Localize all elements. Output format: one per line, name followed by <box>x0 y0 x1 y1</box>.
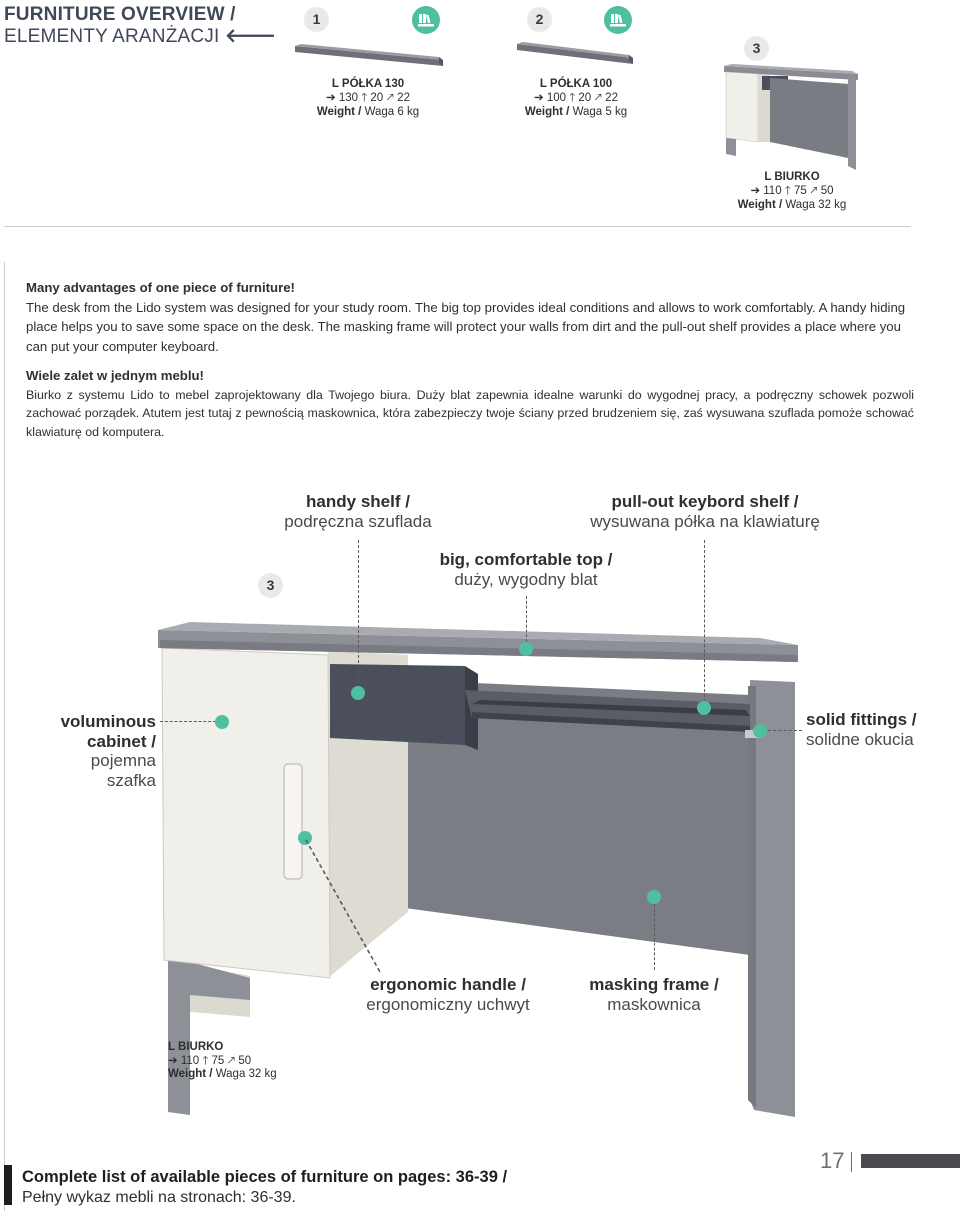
leader-line <box>160 721 216 722</box>
diagram-number-badge: 3 <box>258 573 283 598</box>
callout-masking-frame-en: masking frame / <box>589 975 719 994</box>
product-info <box>722 170 862 212</box>
weight-label: Weight / <box>316 106 362 118</box>
callout-cabinet-pl-line2: szafka <box>106 770 156 790</box>
weight-label: Weight / <box>524 106 570 118</box>
callout-fittings <box>806 710 946 749</box>
page-subtitle <box>4 24 276 48</box>
description-pl <box>26 367 914 441</box>
product-dimensions: ➔ 100 🡑 20 🡕 22 <box>534 92 618 104</box>
product-dimensions: ➔ 130 🡑 20 🡕 22 <box>326 92 410 104</box>
callout-handle-pl: ergonomiczny uchwyt <box>366 994 530 1014</box>
footer-accent-bar <box>4 1165 12 1205</box>
callout-handy-shelf-en: handy shelf / <box>306 492 410 511</box>
callout-big-top-en: big, comfortable top / <box>439 550 613 569</box>
product-name: L PÓŁKA 130 <box>331 78 405 90</box>
left-margin-rule <box>4 262 5 1211</box>
callout-fittings-pl: solidne okucia <box>806 729 914 749</box>
product-dimensions: ➔ 110 🡑 75 🡕 50 <box>750 185 834 197</box>
callout-cabinet-pl-line1: pojemna <box>90 751 156 770</box>
callout-big-top <box>426 550 626 589</box>
product-weight <box>298 105 438 119</box>
callout-handy-shelf-pl: podręczna szuflada <box>284 511 432 531</box>
weight-value: Waga 32 kg <box>785 199 847 211</box>
marker-dot[interactable] <box>697 701 711 715</box>
leader-line <box>358 540 359 688</box>
weight-value: Waga 32 kg <box>215 1068 277 1080</box>
footer-list-en: Complete list of available pieces of furniture on pages: 36-39 / <box>22 1168 508 1186</box>
product-info <box>506 77 646 119</box>
callout-masking-frame-pl: maskownica <box>607 994 701 1014</box>
callout-cabinet-en-line1: voluminous <box>60 712 156 731</box>
product-name: L PÓŁKA 100 <box>539 78 613 90</box>
marker-dot[interactable] <box>519 642 533 656</box>
description-body-en: The desk from the Lido system was designed for your study room. The big top provides ideal conditions and allows to work comfortably. A handy hiding place helps you to save some space on the desk. The masking frame will protect your walls from dirt and the pull-out shelf provides a place where you can put your computer keyboard. <box>26 299 906 354</box>
section-divider <box>4 226 911 227</box>
weight-value: Waga 5 kg <box>572 106 628 118</box>
leader-line <box>304 838 384 978</box>
leader-line <box>654 904 655 970</box>
marker-dot[interactable] <box>351 686 365 700</box>
product-number-badge: 1 <box>304 7 329 32</box>
shelf-icon <box>604 6 632 34</box>
callout-cabinet <box>30 712 156 790</box>
page-subtitle-text: ELEMENTY ARANŻACJI <box>4 26 220 47</box>
page-number-separator <box>851 1152 852 1172</box>
description-body-pl: Biurko z systemu Lido to mebel zaprojektowany dla Twojego biura. Duży blat zapewnia idealne warunki do wygodnej pracy, a podręczny schowek pozwoli zachować porządek. Atutem jest tutaj z pewnością maskownica, która zabezpieczy twoje ściany przed brudzeniem się, zaś wysuwana szuflada pomoże schować klawiaturę od komputera. <box>26 387 914 439</box>
shelf-100-image <box>515 38 637 68</box>
callout-cabinet-en-line2: cabinet / <box>87 731 156 751</box>
product-number-badge: 3 <box>744 36 769 61</box>
weight-label: Weight / <box>168 1068 213 1080</box>
callout-pullout-shelf-pl: wysuwana półka na klawiaturę <box>590 511 820 531</box>
desk-thumbnail-image <box>722 62 862 174</box>
weight-value: Waga 6 kg <box>364 106 420 118</box>
description-en <box>26 278 914 356</box>
shelf-icon <box>412 6 440 34</box>
product-number-badge: 2 <box>527 7 552 32</box>
description-heading-en: Many advantages of one piece of furniture! <box>26 280 295 295</box>
spec-dimensions: ➔ 110 🡑 75 🡕 50 <box>168 1054 252 1067</box>
description-heading-pl: Wiele zalet w jednym meblu! <box>26 368 204 383</box>
leader-line <box>768 730 802 731</box>
callout-masking-frame <box>570 975 738 1014</box>
callout-pullout-shelf <box>580 492 830 531</box>
callout-big-top-pl: duży, wygodny blat <box>454 569 598 589</box>
desk-spec <box>168 1041 277 1082</box>
spec-name: L BIURKO <box>168 1041 224 1053</box>
product-name: L BIURKO <box>764 171 820 183</box>
spec-weight <box>168 1068 277 1082</box>
leader-line <box>526 596 527 642</box>
callout-fittings-en: solid fittings / <box>806 710 917 729</box>
callout-handle-en: ergonomic handle / <box>370 975 526 994</box>
page-number-bar <box>861 1154 960 1168</box>
footer-list-pl: Pełny wykaz mebli na stronach: 36-39. <box>22 1189 296 1206</box>
back-arrow-icon[interactable]: 🡐 <box>224 26 277 47</box>
product-weight <box>506 105 646 119</box>
callout-pullout-shelf-en: pull-out keybord shelf / <box>611 492 799 511</box>
leader-line <box>704 540 705 702</box>
marker-dot[interactable] <box>753 724 767 738</box>
marker-dot[interactable] <box>647 890 661 904</box>
callout-handle <box>352 975 544 1014</box>
weight-label: Weight / <box>737 199 783 211</box>
shelf-130-image <box>293 40 445 70</box>
marker-dot[interactable] <box>215 715 229 729</box>
product-weight <box>722 198 862 212</box>
callout-handy-shelf <box>262 492 454 531</box>
product-info <box>298 77 438 119</box>
page-title: FURNITURE OVERVIEW / <box>4 4 236 25</box>
page-number: 17 <box>820 1148 845 1173</box>
